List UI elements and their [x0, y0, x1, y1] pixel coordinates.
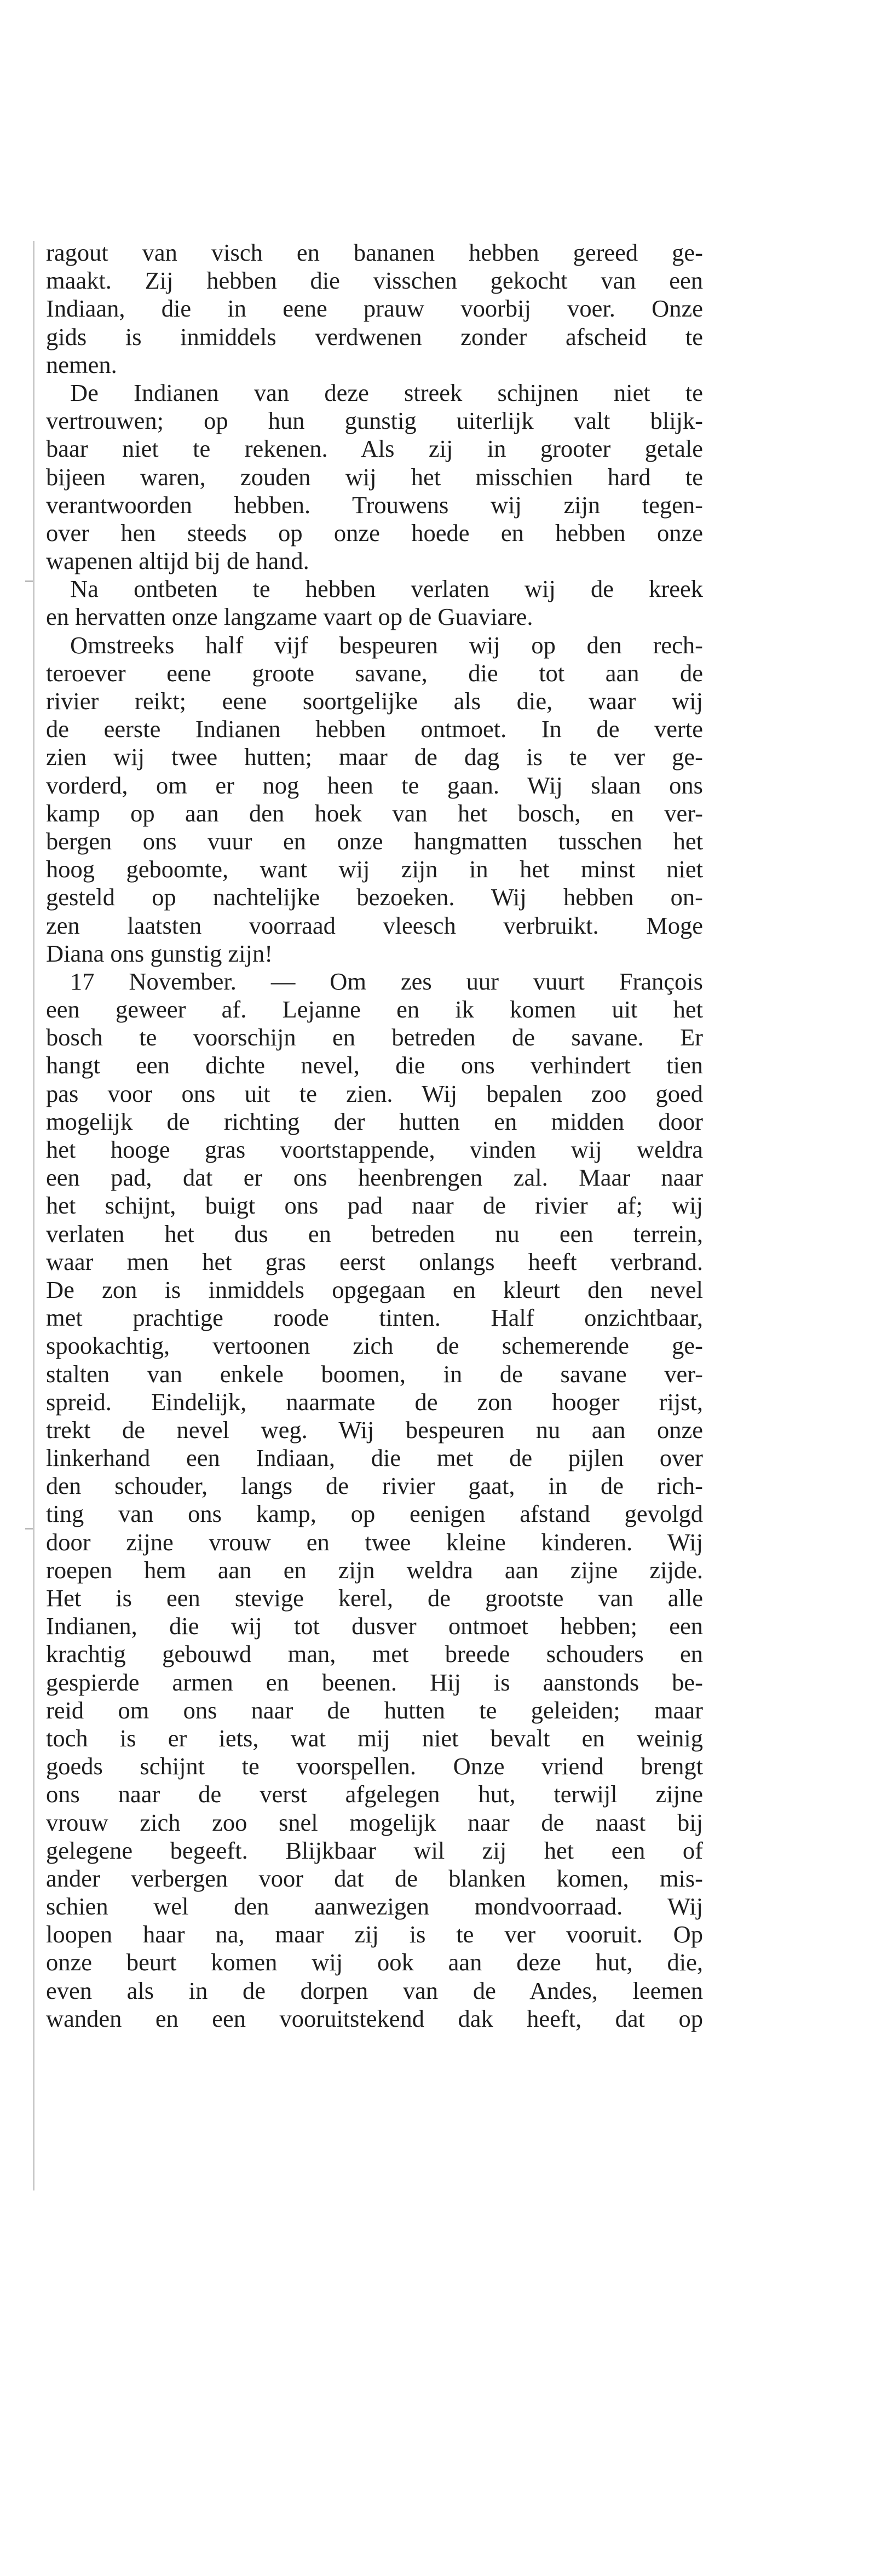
text-line: verantwoorden hebben. Trouwens wij zijn tegen- [46, 491, 703, 519]
text-line: goeds schijnt te voorspellen. Onze vriend brengt [46, 1752, 703, 1780]
text-line: over hen steeds op onze hoede en hebben onze [46, 519, 703, 547]
text-line: Indiaan, die in eene prauw voorbij voer. Onze [46, 295, 703, 323]
text-line: trekt de nevel weg. Wij bespeuren nu aan onze [46, 1416, 703, 1444]
text-line: vrouw zich zoo snel mogelijk naar de naast bij [46, 1808, 703, 1836]
text-line: bijeen waren, zouden wij het misschien hard te [46, 463, 703, 491]
margin-rule [33, 241, 34, 2190]
text-line: baar niet te rekenen. Als zij in grooter getale [46, 435, 703, 463]
text-line: De Indianen van deze streek schijnen niet te [70, 378, 703, 406]
text-line: onze beurt komen wij ook aan deze hut, die, [46, 1948, 703, 1976]
text-line: roepen hem aan en zijn weldra aan zijne zijde. [46, 1556, 703, 1584]
margin-tick [25, 1528, 33, 1530]
text-line: pas voor ons uit te zien. Wij bepalen zoo goed [46, 1079, 703, 1107]
text-line: waar men het gras eerst onlangs heeft verbrand. [46, 1247, 703, 1275]
text-line: vertrouwen; op hun gunstig uiterlijk valt blijk- [46, 407, 703, 435]
text-line: verlaten het dus en betreden nu een terrein, [46, 1220, 703, 1247]
text-line: den schouder, langs de rivier gaat, in de rich- [46, 1472, 703, 1500]
text-line: een pad, dat er ons heenbrengen zal. Maar naar [46, 1164, 703, 1192]
text-line: De zon is inmiddels opgegaan en kleurt den nevel [46, 1275, 703, 1303]
text-line: rivier reikt; eene soortgelijke als die, waar wij [46, 687, 703, 715]
text-line: schien wel den aanwezigen mondvoorraad. Wij [46, 1893, 703, 1921]
text-line: krachtig gebouwd man, met breede schouders en [46, 1640, 703, 1668]
margin-tick [25, 580, 33, 582]
text-line: Het is een stevige kerel, de grootste van alle [46, 1584, 703, 1612]
text-line: ander verbergen voor dat de blanken komen, mis- [46, 1864, 703, 1892]
text-line: kamp op aan den hoek van het bosch, en ver- [46, 799, 703, 827]
text-line: wanden en een vooruitstekend dak heeft, dat op [46, 2004, 703, 2032]
text-line: Diana ons gunstig zijn! [46, 939, 273, 967]
body-text [46, 239, 703, 2033]
text-line: het hooge gras voortstappende, vinden wij weldra [46, 1136, 703, 1163]
text-line: loopen haar na, maar zij is te ver vooruit. Op [46, 1921, 703, 1948]
text-line: Indianen, die wij tot dusver ontmoet hebben; een [46, 1612, 703, 1640]
text-line: Na ontbeten te hebben verlaten wij de kreek [70, 575, 703, 603]
text-line: en hervatten onze langzame vaart op de Guaviare. [46, 603, 533, 631]
text-line: 17 November. — Om zes uur vuurt François [70, 967, 703, 995]
text-line: zen laatsten voorraad vleesch verbruikt. Moge [46, 911, 703, 939]
text-line: spreid. Eindelijk, naarmate de zon hooger rijst, [46, 1388, 703, 1416]
text-line: het schijnt, buigt ons pad naar de rivier af; wij [46, 1192, 703, 1220]
text-line: reid om ons naar de hutten te geleiden; maar [46, 1696, 703, 1724]
text-line: gids is inmiddels verdwenen zonder afscheid te [46, 323, 703, 350]
text-line: zien wij twee hutten; maar de dag is te ver ge- [46, 743, 703, 771]
text-line: door zijne vrouw en twee kleine kinderen. Wij [46, 1528, 703, 1556]
text-line: spookachtig, vertoonen zich de schemerende ge- [46, 1332, 703, 1360]
text-line: stalten van enkele boomen, in de savane ver- [46, 1360, 703, 1388]
text-line: ons naar de verst afgelegen hut, terwijl zijne [46, 1780, 703, 1808]
text-line: gesteld op nachtelijke bezoeken. Wij hebben on- [46, 883, 703, 911]
text-line: hangt een dichte nevel, die ons verhindert tien [46, 1051, 703, 1079]
text-line: een geweer af. Lejanne en ik komen uit het [46, 996, 703, 1024]
text-line: Omstreeks half vijf bespeuren wij op den rech- [70, 631, 703, 659]
text-line: even als in de dorpen van de Andes, leemen [46, 1976, 703, 2004]
text-line: nemen. [46, 350, 117, 378]
text-line: ragout van visch en bananen hebben gereed ge- [46, 239, 703, 266]
text-line: de eerste Indianen hebben ontmoet. In de verte [46, 715, 703, 743]
text-line: gelegene begeeft. Blijkbaar wil zij het een of [46, 1836, 703, 1864]
text-line: bosch te voorschijn en betreden de savane. Er [46, 1024, 703, 1051]
text-line: teroever eene groote savane, die tot aan de [46, 659, 703, 687]
text-line: maakt. Zij hebben die visschen gekocht van een [46, 267, 703, 295]
text-line: met prachtige roode tinten. Half onzichtbaar, [46, 1304, 703, 1332]
text-line: toch is er iets, wat mij niet bevalt en weinig [46, 1724, 703, 1752]
text-line: mogelijk de richting der hutten en midden door [46, 1107, 703, 1135]
text-line: hoog geboomte, want wij zijn in het minst niet [46, 855, 703, 883]
text-line: wapenen altijd bij de hand. [46, 547, 309, 575]
text-line: vorderd, om er nog heen te gaan. Wij slaan ons [46, 771, 703, 799]
text-line: gespierde armen en beenen. Hij is aanstonds be- [46, 1668, 703, 1696]
text-line: linkerhand een Indiaan, die met de pijlen over [46, 1444, 703, 1472]
text-line: ting van ons kamp, op eenigen afstand gevolgd [46, 1500, 703, 1528]
text-line: bergen ons vuur en onze hangmatten tusschen het [46, 827, 703, 855]
